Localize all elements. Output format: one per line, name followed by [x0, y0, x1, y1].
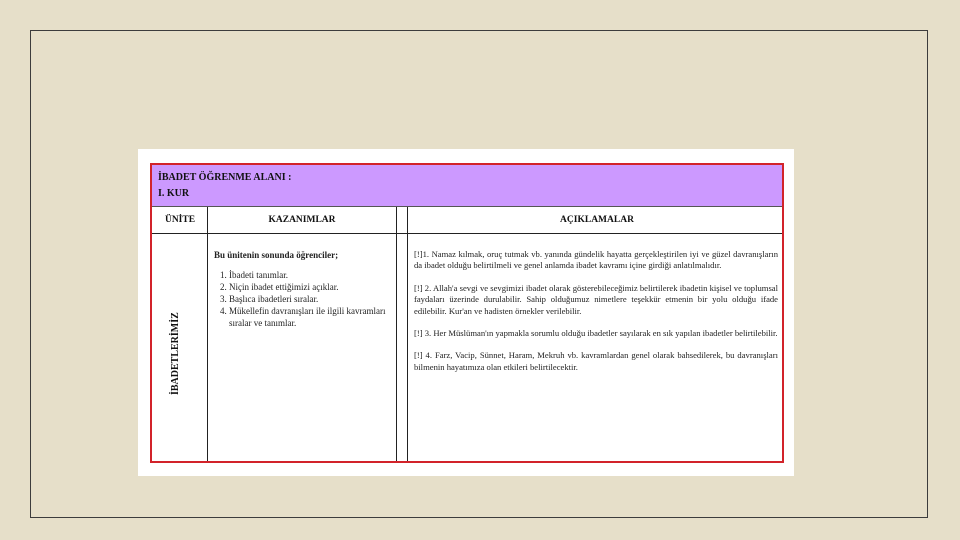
outcomes-list	[214, 269, 394, 329]
note-item: [!]1. Namaz kılmak, oruç tutmak vb. yanında gündelik hayatta gerçekleştirilen iyi ve güzel davranışların da ibadet olduğu belirtilmeli ve genel anlamda ibadet kavramı içine girdiği anlatılmalıdır.	[414, 249, 778, 271]
outcomes-intro: Bu ünitenin sonunda öğrenciler;	[214, 250, 339, 260]
note-item: [!] 3. Her Müslüman'ın yapmakla sorumlu olduğu ibadetler sayılarak en sık yapılan ibadetler belirtilebilir.	[414, 328, 778, 339]
document-image	[138, 149, 794, 476]
outcome-item: 4. Mükellefin davranışları ile ilgili kavramları sıralar ve tanımlar.	[229, 305, 394, 329]
column-header-outcomes: KAZANIMLAR	[268, 215, 336, 225]
outcome-item: 3. Başlıca ibadetleri sıralar.	[229, 293, 394, 305]
unit-name: İBADETLERİMİZ	[170, 312, 181, 395]
outcome-item: 2. Niçin ibadet ettiğimizi açıklar.	[229, 281, 394, 293]
note-item: [!] 2. Allah'a sevgi ve sevgimizi ibadet olarak gösterebileceğimiz belirtilerek ibadetin kişisel ve toplumsal faydaları üzerinde durulabilir. Sahip olduğumuz nimetlere teşekkür etmenin bir yolu olduğu ifade edilebilir. Kur'an ve hadisten örnekler verilebilir.	[414, 282, 778, 316]
level-label: I. KUR	[158, 188, 190, 199]
outcome-item: 1. İbadeti tanımlar.	[229, 269, 394, 281]
area-title: İBADET ÖĞRENME ALANI :	[158, 172, 292, 183]
column-header-unit: ÜNİTE	[164, 215, 196, 225]
outcomes-cell	[214, 249, 394, 329]
notes-cell	[414, 249, 778, 384]
curriculum-table	[150, 163, 784, 463]
table-header-band	[152, 165, 782, 207]
column-divider	[207, 207, 208, 461]
column-divider	[407, 207, 408, 461]
note-item: [!] 4. Farz, Vacip, Sünnet, Haram, Mekruh vb. kavramlardan genel olarak bahsedilerek, bu davranışları bilmenin hayatımıza olan etkileri belirtilecektir.	[414, 350, 778, 372]
header-divider	[152, 233, 782, 234]
column-divider	[396, 207, 397, 461]
column-header-notes: AÇIKLAMALAR	[560, 215, 634, 225]
